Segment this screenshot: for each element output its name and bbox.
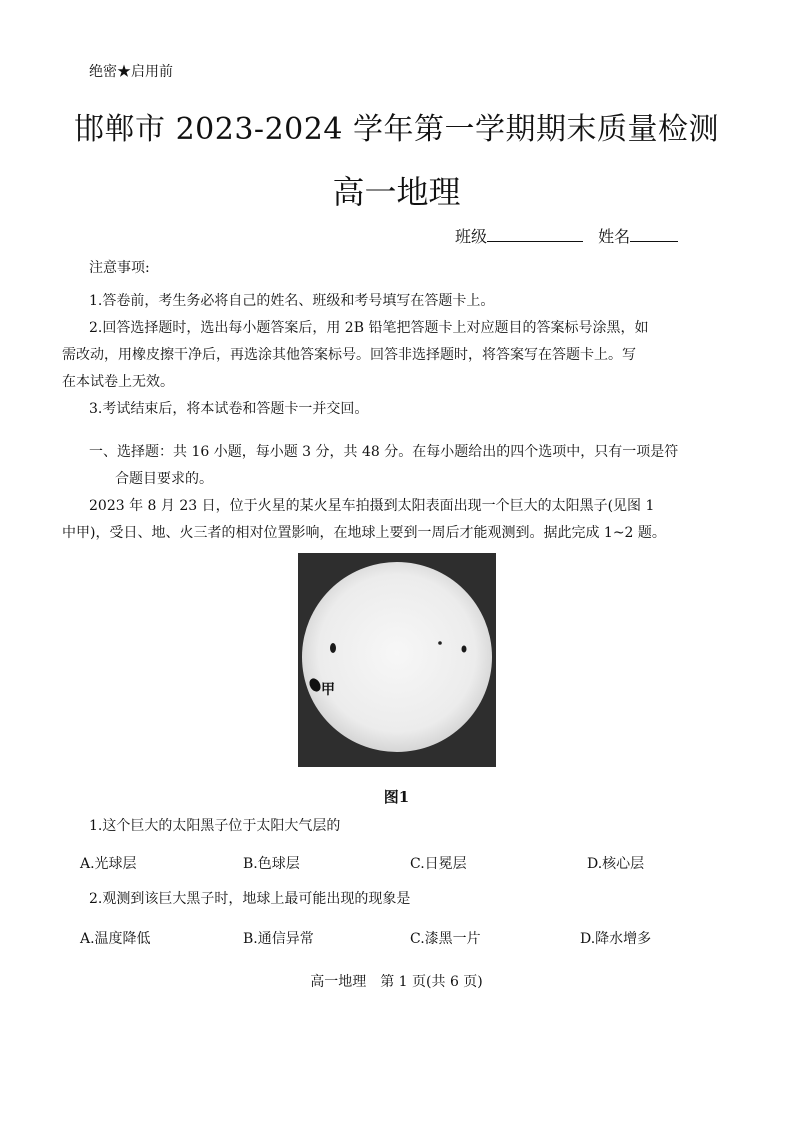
question-2-option-c: C.漆黑一片: [410, 931, 481, 947]
name-blank: [630, 227, 678, 242]
note-item-3: 3.考试结束后，将本试卷和答题卡一并交回。: [89, 401, 369, 417]
class-name-line: [455, 224, 678, 247]
question-2-option-b: B.通信异常: [243, 931, 314, 947]
context-line-1: 2023 年 8 月 23 日，位于火星的某火星车拍摄到太阳表面出现一个巨大的太阳黑子(见图 1: [89, 498, 655, 514]
class-blank: [487, 227, 583, 242]
figure-caption: 图1: [383, 788, 410, 806]
exam-title: 邯郸市 2023-2024 学年第一学期期末质量检测: [74, 112, 719, 147]
sunspot-tiny: [438, 641, 442, 645]
question-1-option-a: A.光球层: [80, 856, 137, 872]
note-item-2-line-2: 需改动，用橡皮擦干净后，再选涂其他答案标号。回答非选择题时，将答案写在答题卡上。写: [62, 347, 636, 363]
section-instruction-line-2: 合题目要求的。: [115, 471, 213, 487]
name-label: 姓名: [598, 227, 631, 246]
note-item-1: 1.答卷前，考生务必将自己的姓名、班级和考号填写在答题卡上。: [89, 293, 495, 309]
sun-figure: [298, 553, 496, 767]
subject-title: 高一地理: [332, 173, 461, 211]
notes-heading: 注意事项:: [89, 260, 150, 276]
class-label: 班级: [455, 227, 488, 246]
sun-disk: [302, 562, 492, 752]
secret-mark: 绝密★启用前: [89, 64, 173, 80]
sunspot-small: [330, 643, 336, 653]
note-item-2-line-3: 在本试卷上无效。: [62, 374, 174, 390]
question-2-option-d: D.降水增多: [580, 931, 652, 947]
question-2-option-a: A.温度降低: [80, 931, 151, 947]
page-footer: 高一地理 第 1 页(共 6 页): [310, 974, 483, 990]
sunspot-jia-label: 甲: [321, 682, 335, 698]
section-instruction-line-1: 一、选择题：共 16 小题，每小题 3 分，共 48 分。在每小题给出的四个选项中，只有一项是符: [89, 444, 679, 460]
sunspot-right: [462, 646, 467, 653]
question-1-option-c: C.日冕层: [410, 856, 467, 872]
question-1-stem: 1.这个巨大的太阳黑子位于太阳大气层的: [89, 818, 341, 834]
context-line-2: 中甲)，受日、地、火三者的相对位置影响，在地球上要到一周后才能观测到。据此完成 1~2 题。: [62, 525, 666, 541]
sun-image: [298, 553, 496, 767]
question-1-option-b: B.色球层: [243, 856, 300, 872]
question-2-stem: 2.观测到该巨大黑子时，地球上最可能出现的现象是: [89, 891, 411, 907]
question-1-option-d: D.核心层: [587, 856, 645, 872]
note-item-2-line-1: 2.回答选择题时，选出每小题答案后，用 2B 铅笔把答题卡上对应题目的答案标号涂黑，如: [89, 320, 649, 336]
